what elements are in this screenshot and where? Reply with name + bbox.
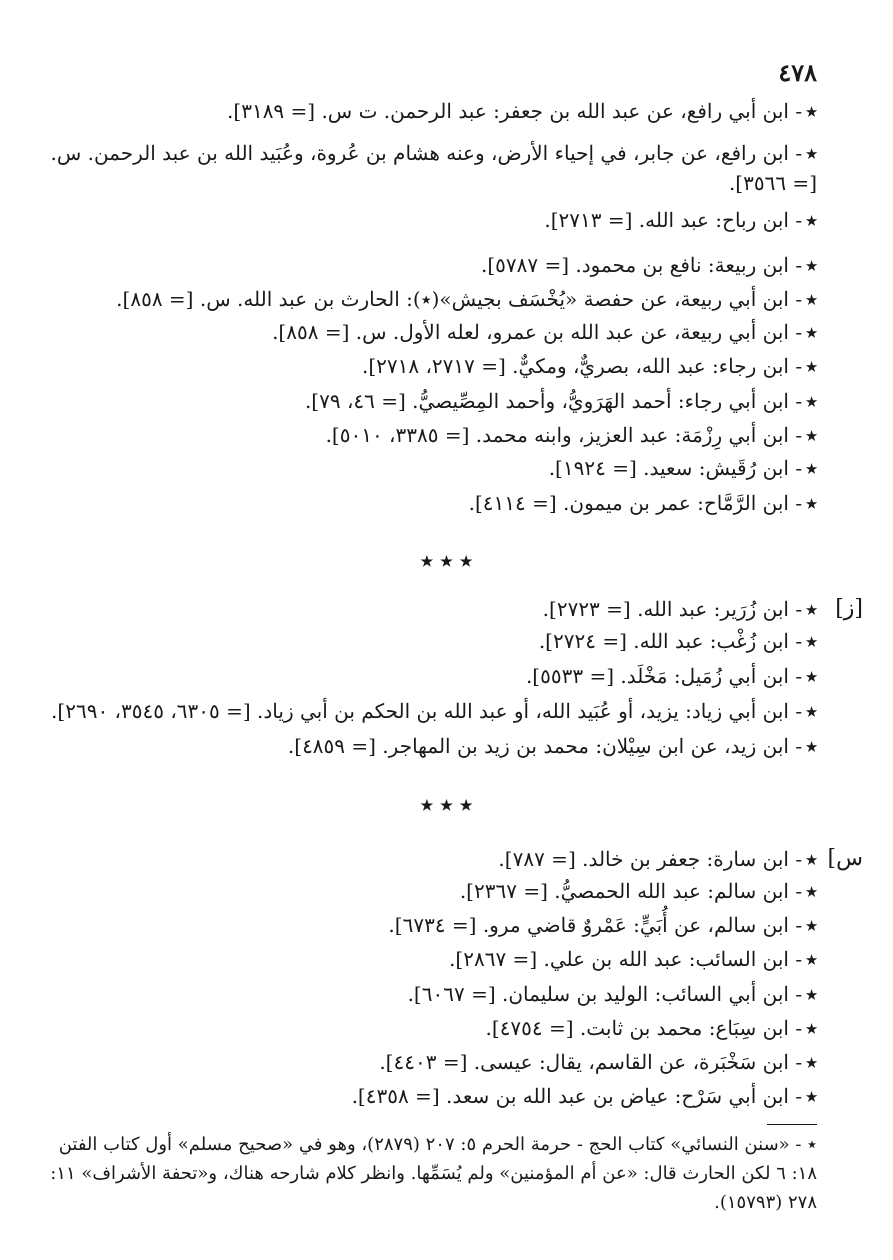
index-entry [544,205,817,235]
index-entry [51,696,817,726]
index-entry [486,1013,817,1043]
index-entry [305,386,817,416]
index-entry [272,317,817,347]
entry-text: - ابن أبي سَرْح: عياض بن عبد الله بن سعد. [= ٤٣٥٨]. [351,1084,803,1108]
index-entry [326,420,817,450]
asterisk-icon: ٭ [806,423,817,447]
asterisk-icon: ٭ [806,99,817,123]
entry-text: - ابن أبي زُمَيل: مَخْلَد. [= ٥٥٣٣]. [525,664,803,688]
asterisk-icon: ٭ [806,629,817,653]
index-entry [469,488,817,518]
entry-text: - ابن ربيعة: نافع بن محمود. [= ٥٧٨٧]. [480,253,803,277]
entry-text: - ابن رجاء: عبد الله، بصريٌّ، ومكيٌّ. [= ٢٧١٧، ٢٧١٨]. [361,354,803,378]
asterisk-icon: ٭ [806,982,817,1006]
entry-text: - ابن سارة: جعفر بن خالد. [= ٧٨٧]. [498,847,803,871]
entry-text: - ابن أبي رِزْمَة: عبد العزيز، وابنه محمد. [= ٣٣٨٥، ٥٠١٠]. [325,423,803,447]
asterisk-icon: ٭ [806,389,817,413]
asterisk-icon: ٭ [806,456,817,480]
entry-text: - ابن سَخْبَرة، عن القاسم، يقال: عيسى. [= ٤٤٠٣]. [379,1050,803,1074]
asterisk-icon: ٭ [806,208,817,232]
entry-text: - ابن أبي السائب: الوليد بن سليمان. [= ٦٠٦٧]. [407,982,803,1006]
asterisk-icon: ٭ [806,947,817,971]
index-entry [526,661,817,691]
entry-text: - ابن أبي زياد: يزيد، أو عُبَيد الله، أو عبد الله بن الحكم بن أبي زياد. [= ٦٣٠٥، ٣٥٤٥، ٢٦٩٠]. [51,699,803,723]
index-entry [379,1047,817,1077]
section-letter-zay: [ز] [835,596,863,621]
entry-text: - ابن رُقَيش: سعيد. [= ١٩٢٤]. [548,456,803,480]
entry-text: - ابن أبي ربيعة، عن عبد الله بن عمرو، لعله الأول. س. [= ٨٥٨]. [272,320,803,344]
section-letter-sin: س] [827,846,863,871]
asterisk-icon: ٭ [806,253,817,277]
asterisk-icon: ٭ [806,913,817,937]
entry-text: - ابن زيد، عن ابن سِيْلان: محمد بن زيد بن المهاجر. [= ٤٨٥٩]. [287,734,803,758]
entry-text: - ابن سالم، عن أُبَيٍّ: عَمْروٌ قاضي مرو. [= ٦٧٣٤]. [388,913,803,937]
index-entry [47,138,817,198]
index-entry [543,594,817,624]
index-entry [362,351,817,381]
index-entry [481,250,817,280]
asterisk-icon: ٭ [806,491,817,515]
asterisk-icon: ٭ [806,141,817,165]
entry-text: - ابن السائب: عبد الله بن علي. [= ٢٨٦٧]. [449,947,803,971]
index-entry [388,910,817,940]
entry-text: - ابن سالم: عبد الله الحمصيُّ. [= ٢٣٦٧]. [459,879,803,903]
entry-text: - ابن زُغْب: عبد الله. [= ٢٧٢٤]. [538,629,803,653]
asterisk-icon: ٭ [806,664,817,688]
asterisk-icon: ٭ [806,354,817,378]
index-entry [116,284,817,314]
index-entry [460,876,817,906]
entry-text: - ابن أبي رافع، عن عبد الله بن جعفر: عبد الرحمن. ت س. [= ٣١٨٩]. [227,99,803,123]
asterisk-icon: ٭ [806,879,817,903]
asterisk-icon: ٭ [806,1084,817,1108]
asterisk-icon: ٭ [806,320,817,344]
index-entry [498,844,817,874]
asterisk-icon: ٭ [806,1050,817,1074]
page-number: ٤٧٨ [778,58,817,87]
index-entry [408,979,817,1009]
asterisk-icon: ٭ [806,597,817,621]
index-entry [549,453,817,483]
entry-text: - ابن رباح: عبد الله. [= ٢٧١٣]. [544,208,803,232]
section-separator: ٭ ٭ ٭ [420,548,473,574]
asterisk-icon: ٭ [806,734,817,758]
asterisk-icon: ٭ [806,287,817,311]
entry-text: - ابن أبي ربيعة، عن حفصة «يُخْسَف بجيش»(٭): الحارث بن عبد الله. س. [= ٨٥٨]. [116,287,803,311]
entry-text: - ابن زُرَير: عبد الله. [= ٢٧٢٣]. [542,597,803,621]
asterisk-icon: ٭ [806,699,817,723]
asterisk-icon: ٭ [806,1016,817,1040]
entry-text: - ابن رافع، عن جابر، في إحياء الأرض، وعنه هشام بن عُروة، وعُبَيد الله بن عبد الرحمن. س. [= ٣٥٦٦]. [50,141,817,195]
footnote-divider [767,1124,817,1125]
index-entry [539,626,817,656]
index-entry [352,1081,817,1111]
footnote: ٭ - «سنن النسائي» كتاب الحج - حرمة الحرم ٥: ٢٠٧ (٢٨٧٩)، وهو في «صحيح مسلم» أول كتاب الفتن ١٨: ٦ لكن الحارث قال: «عن أم المؤمنين» ولم يُسَمِّها. وانظر كلام شارحه هناك، و«تحفة الأشراف» ١١: ٢٧٨ (١٥٧٩٣). [50,1134,817,1213]
entry-text: - ابن الرَّمَّاح: عمر بن ميمون. [= ٤١١٤]. [468,491,803,515]
entry-text: - ابن سِبَاع: محمد بن ثابت. [= ٤٧٥٤]. [485,1016,803,1040]
entry-text: - ابن أبي رجاء: أحمد الهَرَويُّ، وأحمد المِصِّيصيُّ. [= ٤٦، ٧٩]. [304,389,803,413]
asterisk-icon: ٭ [806,847,817,871]
section-separator: ٭ ٭ ٭ [420,792,473,818]
index-entry [449,944,817,974]
index-entry [288,731,817,761]
index-entry [227,96,817,126]
